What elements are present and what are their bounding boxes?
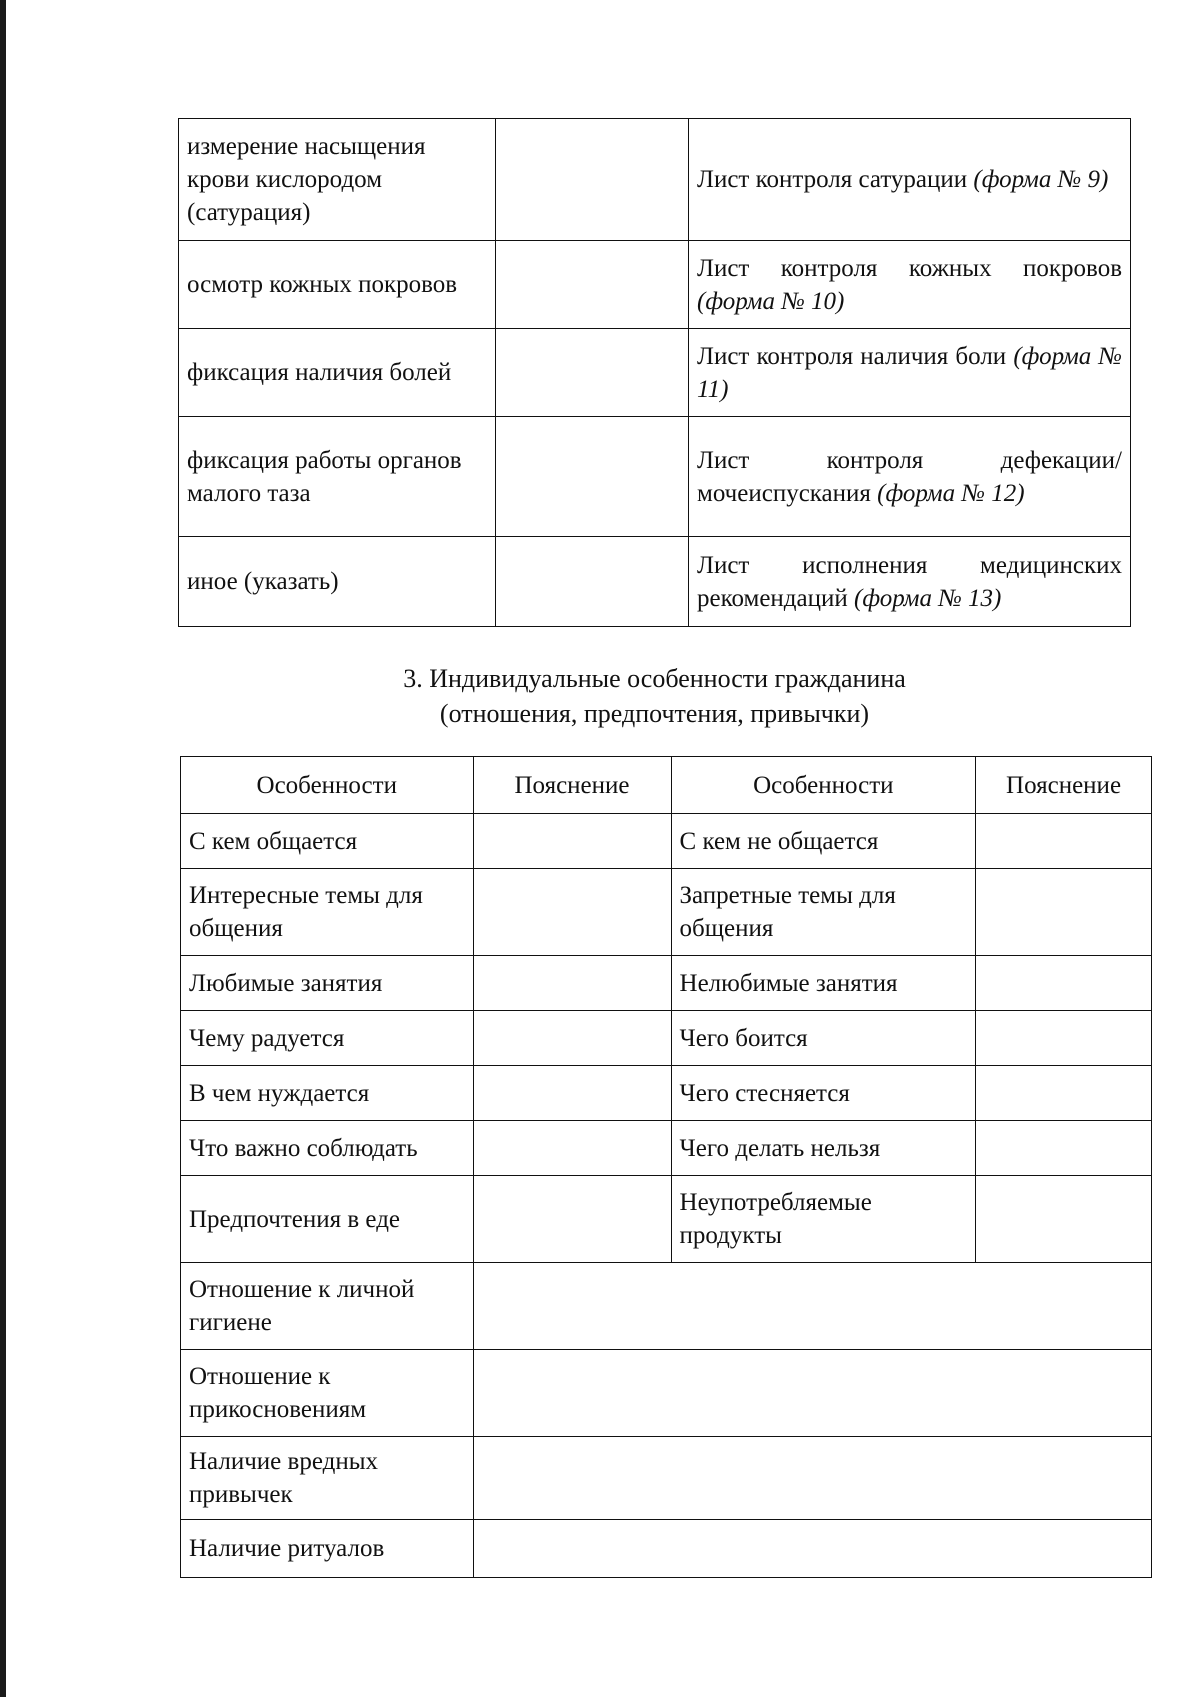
empty-cell <box>473 1011 671 1066</box>
header-features: Особенности <box>181 757 474 814</box>
empty-cell <box>976 1121 1152 1176</box>
feature-label: С кем общается <box>181 814 474 869</box>
table-row <box>181 814 1152 869</box>
table-row <box>179 241 1131 329</box>
form-text: Лист исполнения медицинских рекомендаций <box>697 551 1122 612</box>
table-row <box>179 417 1131 537</box>
form-ref: (форма № 12) <box>877 479 1025 507</box>
table-row <box>181 869 1152 956</box>
feature-label: Чему радуется <box>181 1011 474 1066</box>
empty-cell <box>496 119 689 241</box>
empty-cell <box>473 956 671 1011</box>
feature-label: Интересные темы для общения <box>181 869 474 956</box>
empty-cell <box>976 1011 1152 1066</box>
feature-label: Отношение к личной гигиене <box>181 1263 474 1350</box>
empty-cell <box>473 1263 1152 1350</box>
feature-label: С кем не общается <box>671 814 976 869</box>
header-explanation: Пояснение <box>473 757 671 814</box>
table-row <box>181 1176 1152 1263</box>
table-row <box>181 956 1152 1011</box>
form-ref: (форма № 11) <box>697 342 1123 403</box>
monitoring-forms-table <box>178 118 1131 627</box>
section-title: 3. Индивидуальные особенности гражданина <box>403 664 906 693</box>
table-row <box>179 119 1131 241</box>
feature-label: Чего делать нельзя <box>671 1121 976 1176</box>
empty-cell <box>473 1520 1152 1578</box>
empty-cell <box>976 1066 1152 1121</box>
empty-cell <box>496 417 689 537</box>
section-subtitle: (отношения, предпочтения, привычки) <box>439 699 870 728</box>
empty-cell <box>976 869 1152 956</box>
empty-cell <box>976 956 1152 1011</box>
feature-label: Чего боится <box>671 1011 976 1066</box>
empty-cell <box>496 537 689 627</box>
feature-label: Запретные темы для общения <box>671 869 976 956</box>
scan-left-edge <box>0 0 6 1697</box>
table-row <box>179 537 1131 627</box>
empty-cell <box>473 1437 1152 1520</box>
activity-cell: фиксация работы органов малого таза <box>179 417 496 537</box>
header-row <box>181 757 1152 814</box>
feature-label: Наличие ритуалов <box>181 1520 474 1578</box>
feature-label: Отношение к прикосновениям <box>181 1350 474 1437</box>
individual-features-table <box>180 756 1152 1578</box>
table-row <box>181 1350 1152 1437</box>
table-row <box>181 1066 1152 1121</box>
empty-cell <box>473 1066 671 1121</box>
empty-cell <box>976 1176 1152 1263</box>
form-cell <box>689 119 1131 241</box>
empty-cell <box>496 329 689 417</box>
form-ref: (форма № 10) <box>697 287 845 315</box>
activity-cell: фиксация наличия болей <box>179 329 496 417</box>
table-row <box>181 1520 1152 1578</box>
form-cell <box>689 329 1131 417</box>
table-row <box>181 1011 1152 1066</box>
empty-cell <box>473 869 671 956</box>
form-text: Лист контроля наличия боли <box>697 342 1014 370</box>
header-features: Особенности <box>671 757 976 814</box>
form-cell <box>689 417 1131 537</box>
empty-cell <box>473 1121 671 1176</box>
table-row <box>181 1121 1152 1176</box>
activity-cell: иное (указать) <box>179 537 496 627</box>
header-explanation: Пояснение <box>976 757 1152 814</box>
feature-label: Предпочтения в еде <box>181 1176 474 1263</box>
form-ref: (форма № 13) <box>854 584 1002 612</box>
empty-cell <box>496 241 689 329</box>
activity-cell: измерение насыщения крови кислородом (сатурация) <box>179 119 496 241</box>
form-cell <box>689 537 1131 627</box>
empty-cell <box>473 1176 671 1263</box>
feature-label: Что важно соблюдать <box>181 1121 474 1176</box>
empty-cell <box>473 814 671 869</box>
feature-label: Наличие вредных привычек <box>181 1437 474 1520</box>
form-ref: (форма № 9) <box>973 166 1109 193</box>
table-row <box>181 1263 1152 1350</box>
empty-cell <box>473 1350 1152 1437</box>
feature-label: В чем нуждается <box>181 1066 474 1121</box>
activity-cell: осмотр кожных покровов <box>179 241 496 329</box>
feature-label: Неупотребляемые продукты <box>671 1176 976 1263</box>
table-row <box>179 329 1131 417</box>
form-text: Лист контроля дефекации/мочеиспускания <box>697 446 1122 507</box>
feature-label: Любимые занятия <box>181 956 474 1011</box>
form-text: Лист контроля кожных покровов <box>697 254 1122 282</box>
empty-cell <box>976 814 1152 869</box>
feature-label: Чего стесняется <box>671 1066 976 1121</box>
form-cell <box>689 241 1131 329</box>
form-text: Лист контроля сатурации <box>697 166 974 193</box>
feature-label: Нелюбимые занятия <box>671 956 976 1011</box>
table-row <box>181 1437 1152 1520</box>
